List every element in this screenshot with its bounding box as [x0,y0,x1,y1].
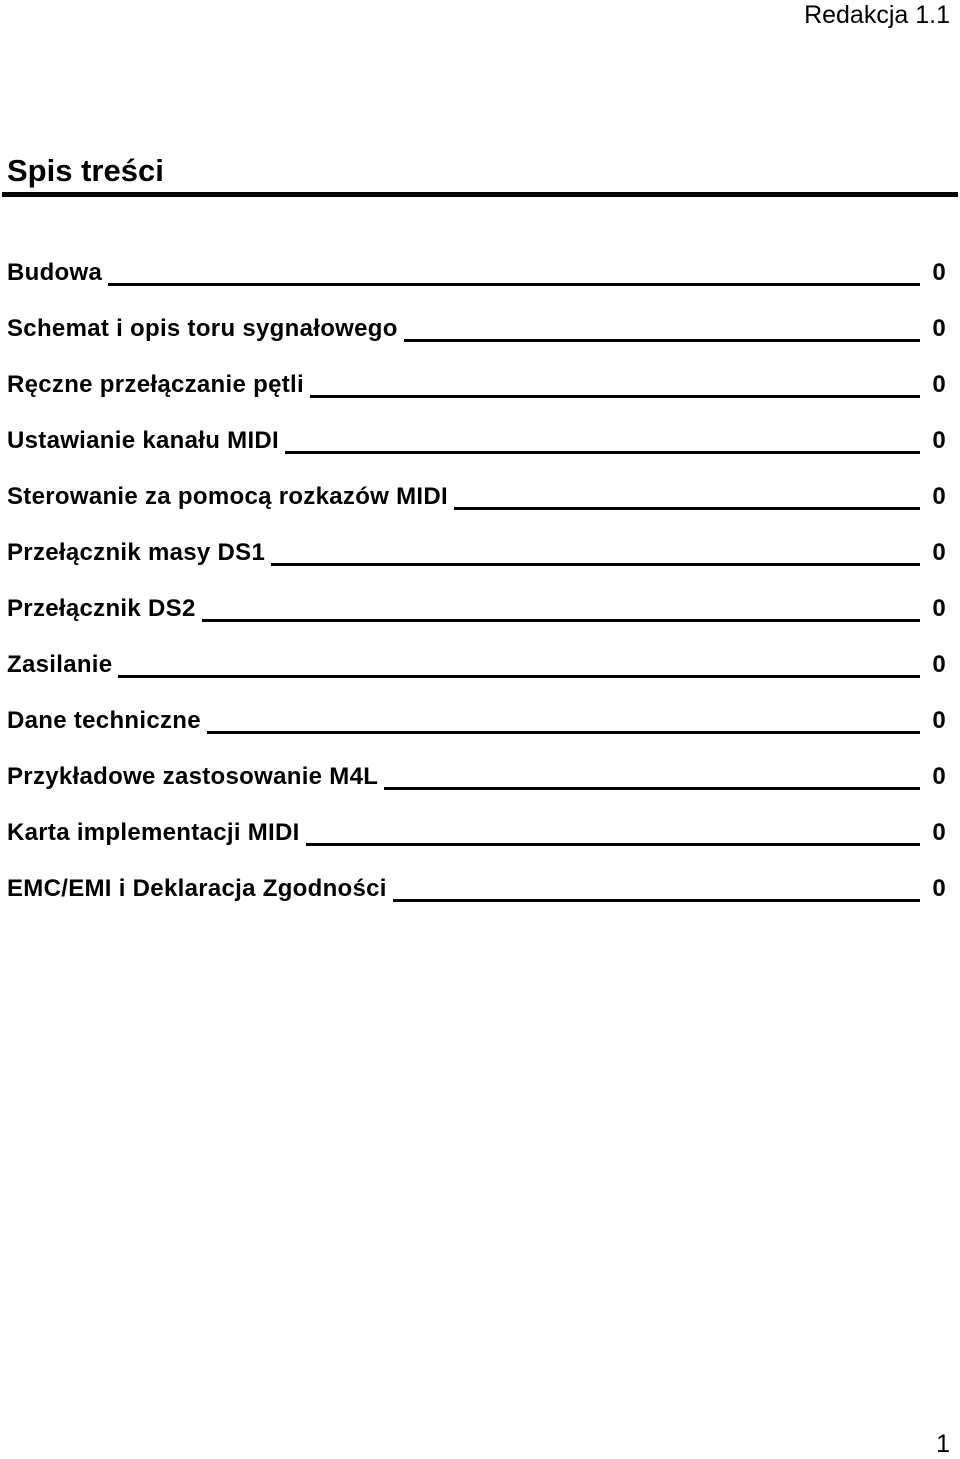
toc-leader-line [306,843,920,846]
toc-entry-label: Ustawianie kanału MIDI [7,427,280,454]
toc-entry[interactable] [7,288,946,344]
toc-list [7,258,946,904]
toc-entry-page: 0 [932,651,946,678]
toc-entry-page: 0 [932,371,946,398]
toc-entry-label: Przełącznik DS2 [7,595,196,622]
revision-label: Redakcja 1.1 [804,1,950,29]
toc-leader-line [285,451,920,454]
toc-entry[interactable] [7,736,946,792]
toc-entry-page: 0 [932,539,946,566]
toc-entry-label: Sterowanie za pomocą rozkazów MIDI [7,483,448,510]
toc-leader-line [393,899,920,902]
toc-entry[interactable] [7,456,946,512]
toc-leader-line [271,563,920,566]
toc-leader-line [118,675,920,678]
toc-leader-line [202,619,920,622]
toc-entry-page: 0 [932,763,946,790]
title-divider [2,192,958,197]
toc-entry[interactable] [7,624,946,680]
toc-entry-label: EMC/EMI i Deklaracja Zgodności [7,875,387,902]
toc-entry-label: Przykładowe zastosowanie M4L [7,763,379,790]
toc-entry-label: Budowa [7,259,103,286]
toc-leader-line [404,339,920,342]
toc-entry[interactable] [7,344,946,400]
toc-leader-line [384,787,920,790]
toc-entry[interactable] [7,848,946,904]
toc-entry-label: Przełącznik masy DS1 [7,539,266,566]
toc-entry[interactable] [7,400,946,456]
toc-entry[interactable] [7,568,946,624]
toc-leader-line [310,395,920,398]
toc-leader-line [454,507,920,510]
toc-entry-page: 0 [932,427,946,454]
toc-leader-line [207,731,920,734]
toc-entry-page: 0 [932,315,946,342]
toc-entry-page: 0 [932,819,946,846]
toc-entry-label: Schemat i opis toru sygnałowego [7,315,398,342]
toc-entry[interactable] [7,512,946,568]
toc-entry-label: Zasilanie [7,651,113,678]
toc-entry-page: 0 [932,707,946,734]
toc-entry[interactable] [7,258,946,288]
page-number: 1 [936,1430,950,1458]
toc-entry-page: 0 [932,483,946,510]
toc-entry[interactable] [7,792,946,848]
toc-leader-line [108,283,920,286]
toc-entry-page: 0 [932,259,946,286]
toc-entry[interactable] [7,680,946,736]
toc-entry-label: Ręczne przełączanie pętli [7,371,304,398]
toc-entry-page: 0 [932,875,946,902]
toc-entry-label: Dane techniczne [7,707,201,734]
toc-entry-label: Karta implementacji MIDI [7,819,300,846]
toc-title: Spis treści [7,153,164,188]
toc-entry-page: 0 [932,595,946,622]
